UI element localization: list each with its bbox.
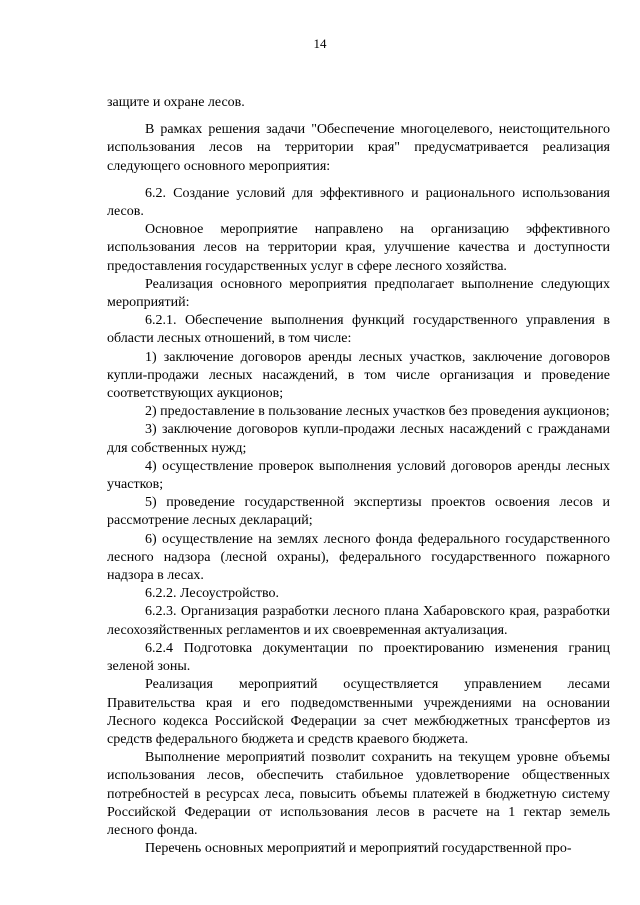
list-item-5: 5) проведение государственной экспертизы проектов освоения лесов и рассмотрение лесных деклараций; bbox=[107, 495, 610, 529]
paragraph-expected-results: Выполнение мероприятий позволит сохранить на текущем уровне объемы использования лесов, обеспечить стабильное удовлетворение общественных потребностей в ресурсах леса, повысить объемы платежей в бюджетную систему Российской Федерации от использования лесов в расчете на 1 гектар земель лесного фонда. bbox=[107, 750, 610, 838]
page-number: 14 bbox=[313, 36, 327, 51]
list-item-6: 6) осуществление на землях лесного фонда федерального государственного лесного надзора (лесной охраны), федерального государственного пожарного надзора в лесах. bbox=[107, 531, 610, 584]
list-item-1: 1) заключение договоров аренды лесных участков, заключение договоров купли-продажи лесных насаждений, в том числе организация и проведение соответствующих аукционов; bbox=[107, 349, 610, 402]
paragraph-implementation: Реализация основного мероприятия предполагает выполнение следующих мероприятий: bbox=[107, 276, 610, 311]
paragraph-list-intro: Перечень основных мероприятий и мероприятий государственной про- bbox=[145, 841, 572, 857]
list-item-3: 3) заключение договоров купли-продажи лесных насаждений с гражданами для собственных нужд; bbox=[107, 422, 610, 456]
paragraph-item-6-2-2: 6.2.2. Лесоустройство. bbox=[145, 586, 279, 602]
list-item-4: 4) осуществление проверок выполнения условий договоров аренды лесных участков; bbox=[107, 458, 610, 493]
paragraph-heading-6-2: 6.2. Создание условий для эффективного и рационального использования лесов. bbox=[107, 185, 610, 220]
paragraph-task-intro: В рамках решения задачи "Обеспечение многоцелевого, неистощительного использования лесов на территории края" предусматривается реализация следующего основного мероприятия: bbox=[107, 122, 610, 174]
document-body bbox=[107, 94, 610, 858]
paragraph-item-6-2-1: 6.2.1. Обеспечение выполнения функций государственного управления в области лесных отношений, в том числе: bbox=[107, 313, 610, 347]
paragraph-main-goal: Основное мероприятие направлено на организацию эффективного использования лесов на территории края, улучшение качества и доступности предоставления государственных услуг в сфере лесного хозяйства. bbox=[107, 222, 610, 274]
list-item-2: 2) предоставление в пользование лесных участков без проведения аукционов; bbox=[145, 404, 610, 420]
paragraph-item-6-2-3: 6.2.3. Организация разработки лесного плана Хабаровского края, разработки лесохозяйственных регламентов и их своевременная актуализация. bbox=[107, 604, 610, 638]
paragraph-continuation: защите и охране лесов. bbox=[107, 95, 245, 110]
paragraph-item-6-2-4: 6.2.4 Подготовка документации по проектированию изменения границ зеленой зоны. bbox=[107, 640, 610, 675]
paragraph-implementation-details: Реализация мероприятий осуществляется управлением лесами Правительства края и его подведомственными учреждениями на основании Лесного кодекса Российской Федерации за счет межбюджетных трансфертов из средств федерального бюджета и средств краевого бюджета. bbox=[107, 677, 610, 747]
